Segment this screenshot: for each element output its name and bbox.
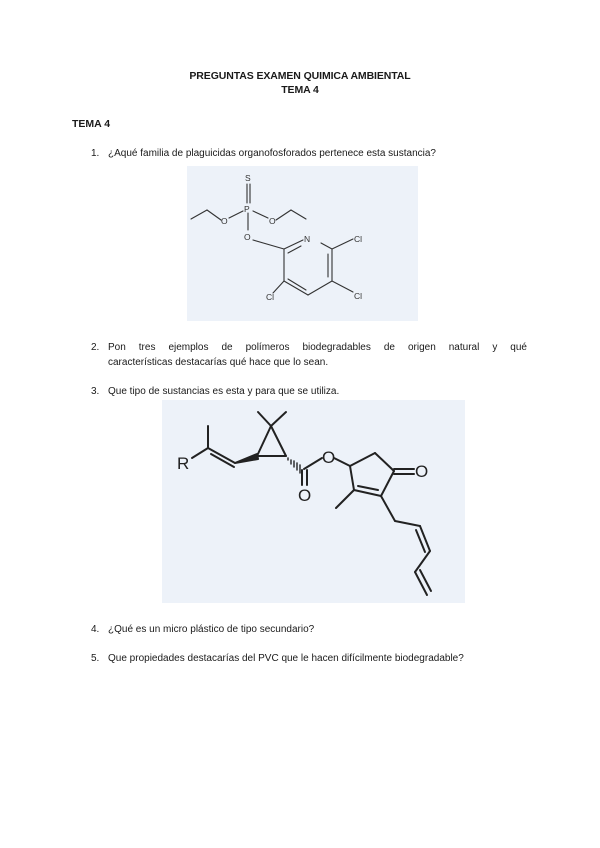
question-text: Que tipo de sustancias es esta y para que se utiliza. [108, 386, 340, 397]
atom-label: O [221, 216, 228, 226]
atom-label: N [304, 234, 311, 244]
section-heading: TEMA 4 [72, 118, 111, 130]
question-number: 3. [91, 386, 100, 397]
question-number: 4. [91, 624, 100, 635]
question-text: ¿Aqué familia de plaguicidas organofosforados pertenece esta sustancia? [108, 148, 436, 159]
chemical-structure-figure-1 [187, 166, 418, 321]
question-number: 2. [91, 342, 100, 353]
chemical-structure-figure-2 [162, 400, 465, 603]
question-text-line-1: Pon tres ejemplos de polímeros biodegradables de origen natural y qué [108, 342, 527, 353]
pyrethroid-structure [162, 400, 465, 603]
atom-label: O [298, 486, 312, 505]
atom-label: S [245, 173, 251, 183]
organophosphate-structure [187, 166, 418, 321]
atom-label: P [244, 204, 250, 214]
question-number: 5. [91, 653, 100, 664]
question-text-line-2: características destacarías qué hace que lo sean. [108, 357, 329, 368]
atom-label: Cl [266, 292, 275, 302]
atom-label: Cl [354, 234, 363, 244]
atom-label: O [244, 232, 251, 242]
atom-label: O [415, 462, 429, 481]
question-number: 1. [91, 148, 100, 159]
document-subtitle: TEMA 4 [281, 84, 319, 96]
question-text: Que propiedades destacarías del PVC que le hacen difícilmente biodegradable? [108, 653, 464, 664]
document-title: PREGUNTAS EXAMEN QUIMICA AMBIENTAL [189, 70, 411, 82]
atom-label: Cl [354, 291, 363, 301]
atom-label: R [177, 454, 190, 473]
question-text: ¿Qué es un micro plástico de tipo secundario? [108, 624, 315, 635]
atom-label: O [269, 216, 276, 226]
atom-label: O [322, 448, 336, 467]
